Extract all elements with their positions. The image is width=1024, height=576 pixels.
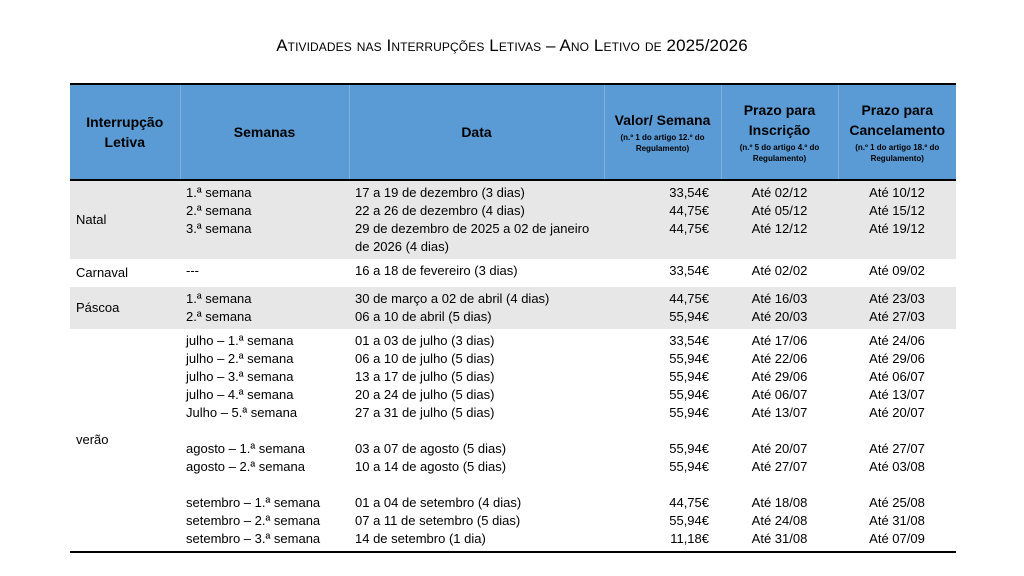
date-range: 17 a 19 de dezembro (3 dias) (355, 185, 525, 200)
weeks-cell (180, 329, 349, 552)
cancellation-deadline: Até 09/02 (869, 263, 925, 278)
week-label: 1.ª semana (186, 185, 252, 200)
cancellation-deadline-cell (838, 180, 956, 259)
header-valor-note: (n.º 1 do artigo 12.º do Regulamento) (620, 133, 705, 153)
spacer (727, 422, 832, 440)
spacer (610, 476, 709, 494)
cancellation-deadline: Até 25/08 (869, 495, 925, 510)
week-value: 55,94€ (669, 513, 709, 528)
date-range: 22 a 26 de dezembro (4 dias) (355, 203, 525, 218)
dates-cell (349, 180, 604, 259)
registration-deadline: Até 27/07 (751, 459, 808, 474)
spacer (186, 476, 343, 494)
week-label: 1.ª semana (186, 291, 252, 306)
table-row-pascoa (70, 287, 956, 329)
interruption-name: Páscoa (70, 287, 180, 329)
registration-deadline-cell (721, 180, 838, 259)
date-range: 03 a 07 de agosto (5 dias) (355, 441, 507, 456)
registration-deadline-cell (721, 329, 838, 552)
week-label: julho – 3.ª semana (186, 369, 294, 384)
date-range: 01 a 03 de julho (3 dias) (355, 333, 495, 348)
interruption-name: verão (70, 329, 180, 552)
cancellation-deadline: Até 27/07 (869, 441, 925, 456)
header-cancelamento (838, 84, 956, 180)
dates-cell (349, 329, 604, 552)
interruption-name: Carnaval (76, 265, 129, 280)
header-valor-label: Valor/ Semana (614, 112, 711, 128)
cancellation-deadline: Até 13/07 (869, 387, 925, 402)
date-range: 06 a 10 de julho (5 dias) (355, 351, 495, 366)
date-range: 27 a 31 de julho (5 dias) (355, 405, 495, 420)
date-range: 13 a 17 de julho (5 dias) (355, 369, 495, 384)
date-range: 29 de dezembro de 2025 a 02 de janeiro de 2026 (4 dias) (355, 221, 590, 254)
registration-deadline: Até 17/06 (751, 333, 808, 348)
cancellation-deadline: Até 29/06 (869, 351, 925, 366)
dates-cell (349, 287, 604, 329)
values-cell (604, 259, 721, 287)
cancellation-deadline: Até 24/06 (869, 333, 925, 348)
date-range: 16 a 18 de fevereiro (3 dias) (355, 263, 518, 278)
header-interrupcao: Interrupção Letiva (70, 84, 180, 180)
cancellation-deadline: Até 19/12 (869, 221, 925, 236)
cancellation-deadline: Até 06/07 (869, 369, 925, 384)
spacer (610, 422, 709, 440)
registration-deadline: Até 16/03 (751, 291, 808, 306)
week-value: 11,18€ (670, 531, 709, 546)
cancellation-deadline-cell (838, 329, 956, 552)
week-label: 2.ª semana (186, 309, 252, 324)
week-value: 55,94€ (669, 441, 709, 456)
week-value: 44,75€ (669, 495, 709, 510)
week-label: --- (186, 263, 199, 278)
registration-deadline: Até 20/03 (751, 309, 808, 324)
registration-deadline: Até 18/08 (751, 495, 808, 510)
spacer (186, 422, 343, 440)
week-value: 55,94€ (669, 369, 709, 384)
date-range: 30 de março a 02 de abril (4 dias) (355, 291, 550, 306)
week-label: julho – 4.ª semana (186, 387, 294, 402)
week-value: 55,94€ (669, 309, 709, 324)
week-value: 55,94€ (669, 459, 709, 474)
date-range: 01 a 04 de setembro (4 dias) (355, 495, 522, 510)
date-range: 14 de setembro (1 dia) (355, 531, 486, 546)
cancellation-deadline: Até 03/08 (869, 459, 925, 474)
week-value: 33,54€ (669, 185, 709, 200)
cancellation-deadline: Até 07/09 (869, 531, 925, 546)
spacer (355, 422, 598, 440)
values-cell (604, 180, 721, 259)
weeks-cell (180, 180, 349, 259)
registration-deadline: Até 31/08 (751, 531, 808, 546)
week-label: setembro – 1.ª semana (186, 495, 321, 510)
week-value: 33,54€ (669, 263, 709, 278)
header-cancelamento-label: Prazo para Cancelamento (849, 102, 946, 138)
cancellation-deadline: Até 31/08 (869, 513, 925, 528)
date-range: 20 a 24 de julho (5 dias) (355, 387, 495, 402)
activities-table (70, 83, 956, 553)
table-row-carnaval (70, 259, 956, 287)
cancellation-deadline: Até 27/03 (869, 309, 925, 324)
week-label: agosto – 1.ª semana (186, 441, 305, 456)
week-label: julho – 1.ª semana (186, 333, 294, 348)
header-inscricao-note: (n.º 5 do artigo 4.º do Regulamento) (739, 143, 820, 163)
week-value: 44,75€ (669, 291, 709, 306)
registration-deadline-cell (721, 259, 838, 287)
weeks-cell (180, 259, 349, 287)
week-value: 55,94€ (669, 351, 709, 366)
registration-deadline: Até 20/07 (751, 441, 808, 456)
cancellation-deadline: Até 20/07 (869, 405, 925, 420)
header-inscricao-label: Prazo para Inscrição (743, 102, 816, 138)
date-range: 07 a 11 de setembro (5 dias) (355, 513, 521, 528)
header-semanas: Semanas (180, 84, 349, 180)
header-cancelamento-note: (n.º 1 do artigo 18.º do Regulamento) (855, 143, 940, 163)
header-inscricao (721, 84, 838, 180)
interruption-name: Natal (70, 180, 180, 259)
week-value: 44,75€ (669, 203, 709, 218)
registration-deadline: Até 06/07 (751, 387, 808, 402)
registration-deadline: Até 02/12 (751, 185, 808, 200)
page-title: Atividades nas Interrupções Letivas – Ano Letivo de 2025/2026 (276, 36, 748, 55)
table-row-natal (70, 180, 956, 259)
date-range: 10 a 14 de agosto (5 dias) (355, 459, 507, 474)
dates-cell (349, 259, 604, 287)
week-label: julho – 2.ª semana (186, 351, 294, 366)
values-cell (604, 287, 721, 329)
values-cell (604, 329, 721, 552)
spacer (727, 476, 832, 494)
registration-deadline: Até 22/06 (751, 351, 808, 366)
header-valor (604, 84, 721, 180)
cancellation-deadline: Até 23/03 (869, 291, 925, 306)
cancellation-deadline-cell (838, 259, 956, 287)
registration-deadline: Até 05/12 (751, 203, 808, 218)
spacer (844, 476, 950, 494)
week-value: 44,75€ (669, 221, 709, 236)
registration-deadline: Até 02/02 (751, 263, 808, 278)
cancellation-deadline-cell (838, 287, 956, 329)
week-value: 55,94€ (669, 405, 709, 420)
registration-deadline: Até 13/07 (751, 405, 808, 420)
spacer (844, 422, 950, 440)
spacer (355, 476, 598, 494)
registration-deadline: Até 29/06 (751, 369, 808, 384)
registration-deadline-cell (721, 287, 838, 329)
table-header-row (70, 84, 956, 180)
week-label: 2.ª semana (186, 203, 252, 218)
date-range: 06 a 10 de abril (5 dias) (355, 309, 492, 324)
registration-deadline: Até 12/12 (751, 221, 808, 236)
week-value: 33,54€ (669, 333, 709, 348)
header-data: Data (349, 84, 604, 180)
week-label: 3.ª semana (186, 221, 252, 236)
week-label: setembro – 2.ª semana (186, 513, 321, 528)
week-label: Julho – 5.ª semana (186, 405, 298, 420)
weeks-cell (180, 287, 349, 329)
week-label: setembro – 3.ª semana (186, 531, 321, 546)
cancellation-deadline: Até 15/12 (869, 203, 925, 218)
table-row-verao (70, 329, 956, 552)
week-label: agosto – 2.ª semana (186, 459, 305, 474)
registration-deadline: Até 24/08 (751, 513, 808, 528)
week-value: 55,94€ (669, 387, 709, 402)
cancellation-deadline: Até 10/12 (869, 185, 925, 200)
